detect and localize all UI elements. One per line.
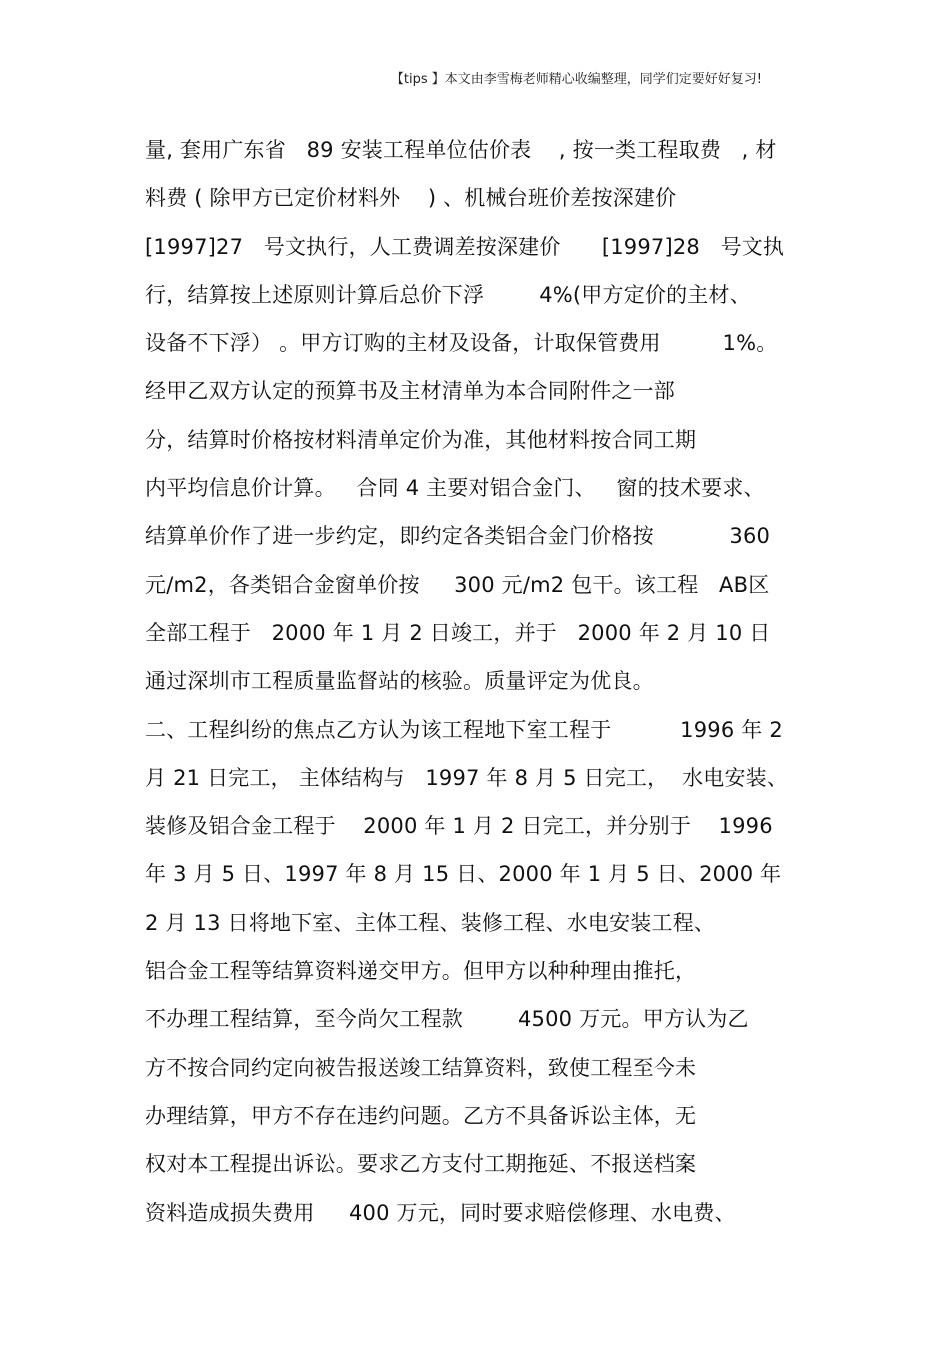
paragraph-line: 年 3 月 5 日、1997 年 8 月 15 日、2000 年 1 月 5 日、2000 年 [145, 862, 782, 887]
paragraph-line: 全部工程于 2000 年 1 月 2 日竣工，并于 2000 年 2 月 10 日 [145, 620, 771, 645]
paragraph-line: 方不按合同约定向被告报送竣工结算资料，致使工程至今未 [145, 1055, 697, 1080]
paragraph-line: [1997]27 号文执行，人工费调差按深建价 [1997]28 号文执 [145, 234, 785, 259]
paragraph-line: 分，结算时价格按材料清单定价为准，其他材料按合同工期 [145, 427, 697, 452]
section-heading-line: 二、工程纠纷的焦点乙方认为该工程地下室工程于 1996 年 2 [145, 717, 783, 742]
paragraph-line: 资料造成损失费用 400 万元，同时要求赔偿修理、水电费、 [145, 1200, 736, 1225]
paragraph-line: 装修及铝合金工程于 2000 年 1 月 2 日完工，并分别于 1996 [145, 814, 773, 839]
document-body [145, 126, 845, 1237]
paragraph-line: 量, 套用广东省 89 安装工程单位估价表 , 按一类工程取费 , 材 [145, 138, 777, 162]
paragraph-line: 办理结算，甲方不存在违约问题。乙方不具备诉讼主体，无 [145, 1103, 697, 1128]
paragraph-line: 设备不下浮） 。甲方订购的主材及设备，计取保管费用 1%。 [145, 331, 778, 356]
paragraph-line: 料费 ( 除甲方已定价材料外 ) 、机械台班价差按深建价 [145, 186, 677, 211]
paragraph-line: 元/m2，各类铝合金窗单价按 300 元/m2 包干。该工程 AB区 [145, 572, 770, 597]
paragraph-line: 月 21 日完工， 主体结构与 1997 年 8 月 5 日完工， 水电安装、 [145, 765, 789, 790]
header-tip-note: 【tips 】本文由李雪梅老师精心收编整理，同学们定要好好复习! [390, 72, 762, 87]
paragraph-line: 通过深圳市工程质量监督站的核验。质量评定为优良。 [145, 669, 654, 694]
paragraph-line: 结算单价作了进一步约定，即约定各类铝合金门价格按 360 [145, 524, 771, 549]
paragraph-line: 不办理工程结算，至今尚欠工程款 4500 万元。甲方认为乙 [145, 1007, 749, 1032]
paragraph-line: 权对本工程提出诉讼。要求乙方支付工期拖延、不报送档案 [145, 1152, 697, 1177]
paragraph-line: 内平均信息价计算。 合同 4 主要对铝合金门、 窗的技术要求、 [145, 476, 765, 501]
paragraph-line: 经甲乙双方认定的预算书及主材清单为本合同附件之一部 [145, 379, 675, 404]
paragraph-line: 2 月 13 日将地下室、主体工程、装修工程、水电安装工程、 [145, 910, 716, 935]
paragraph-line: 铝合金工程等结算资料递交甲方。但甲方以种种理由推托， [145, 959, 697, 984]
paragraph-line: 行，结算按上述原则计算后总价下浮 4%(甲方定价的主材、 [145, 282, 751, 307]
